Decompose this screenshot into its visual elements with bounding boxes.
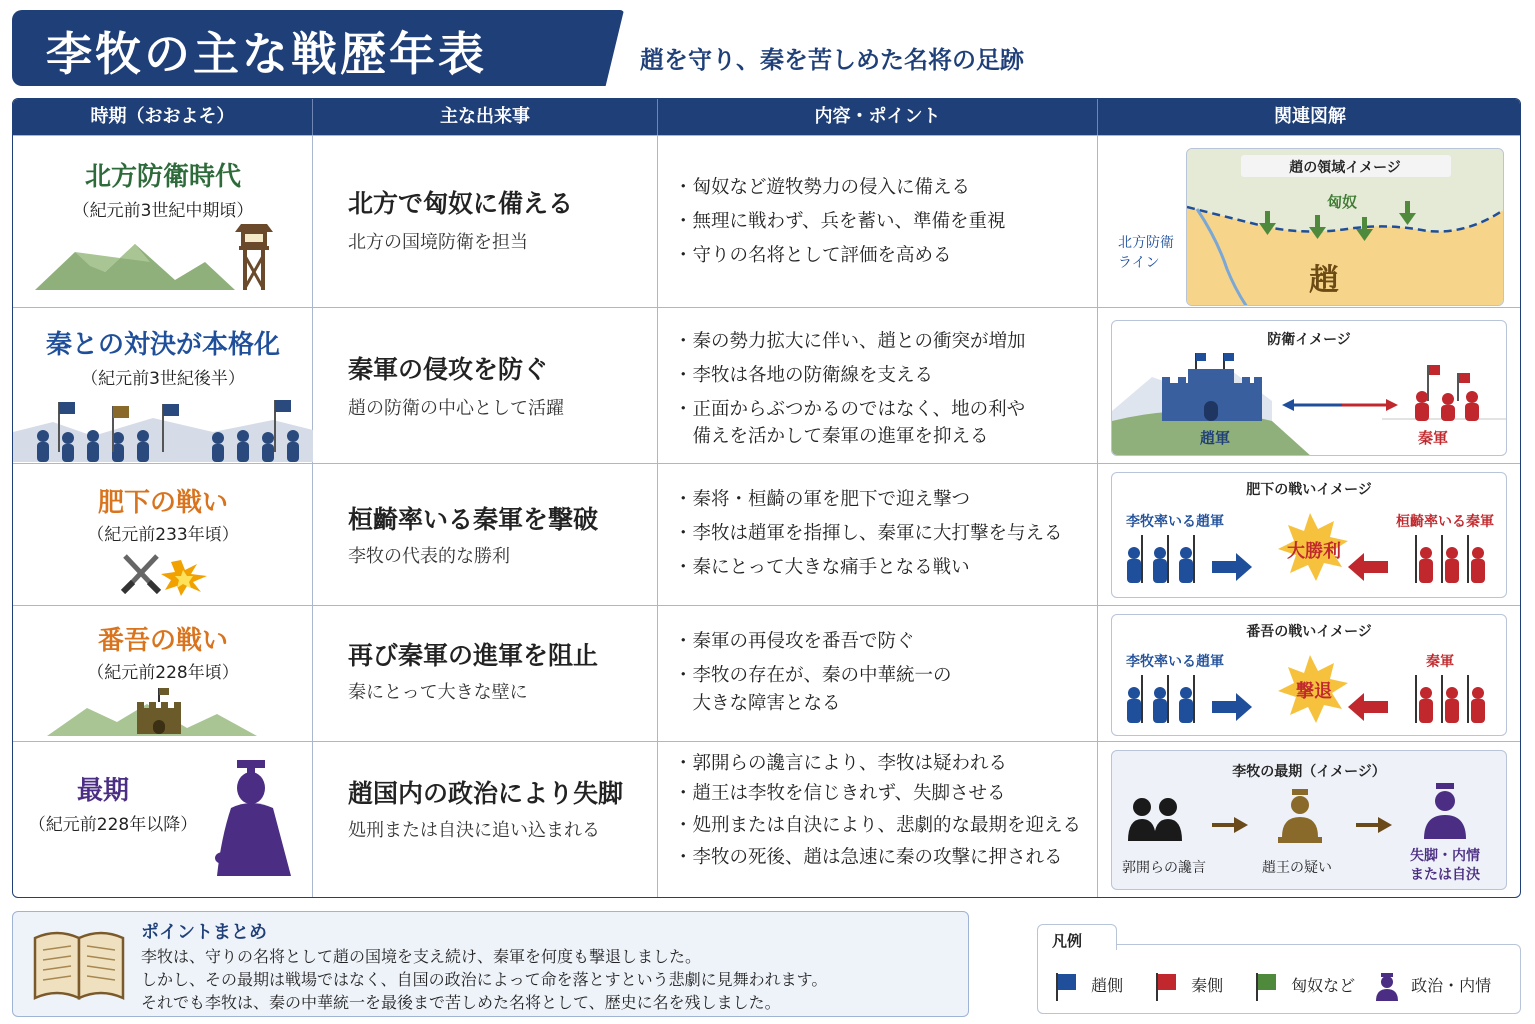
feixia-battle-diagram: [1111, 472, 1507, 598]
points-cell: [658, 606, 1098, 741]
page-subtitle: 趙を守り、秦を苦しめた名将の足跡: [640, 46, 1024, 74]
legend-item-qin: [1154, 971, 1223, 1001]
point-item: ・李牧は各地の防衛線を支える: [674, 365, 934, 386]
event-title: 北方で匈奴に備える: [348, 189, 574, 218]
point-item: ・守りの名将として評価を高める: [674, 245, 952, 266]
point-item: 大きな障害となる: [674, 693, 841, 714]
event-cell: [313, 606, 658, 741]
event-subtitle: 北方の国境防衛を担当: [348, 232, 528, 253]
zhao-army-label: 李牧率いる趙軍: [1126, 654, 1224, 670]
point-item: ・郭開らの讒言により、李牧は疑われる: [674, 753, 1008, 774]
diagram-cell: [1098, 742, 1521, 898]
era-name: 秦との対決が本格化: [45, 330, 280, 360]
diagram-title: 李牧の最期（イメージ）: [1232, 764, 1386, 780]
era-name: 番吾の戦い: [97, 626, 228, 656]
red-flag-icon: [1154, 971, 1180, 1001]
point-item: ・秦軍の再侵攻を番吾で防ぐ: [674, 631, 915, 652]
repel-label: 撃退: [1296, 681, 1332, 702]
event-title: 秦軍の侵攻を防ぐ: [348, 355, 549, 384]
event-title: 趙国内の政治により失脚: [348, 779, 624, 808]
table-header: [13, 99, 1520, 135]
legend-label: 秦側: [1191, 975, 1224, 995]
event-subtitle: 趙の防衛の中心として活躍: [348, 398, 564, 419]
defense-line-label-2: ライン: [1118, 255, 1160, 271]
crossed-swords-icon: [121, 552, 211, 596]
point-item: ・処刑または自決により、悲劇的な最期を迎える: [674, 815, 1082, 836]
open-book-icon: [31, 924, 127, 1004]
table-row: [13, 605, 1520, 741]
event-cell: [313, 136, 658, 307]
point-item: ・李牧の存在が、秦の中華統一の: [674, 665, 952, 686]
page-title: 李牧の主な戦歴年表: [46, 27, 487, 81]
event-subtitle: 秦にとって大きな壁に: [348, 682, 528, 703]
step-slander-label: 郭開らの讒言: [1122, 860, 1206, 876]
legend-label: 趙側: [1091, 975, 1124, 995]
period-cell: [13, 136, 313, 307]
point-item: ・正面からぶつかるのではなく、地の利や: [674, 399, 1026, 420]
legend-item-xiongnu: [1254, 971, 1355, 1001]
victory-label: 大勝利: [1287, 541, 1341, 562]
era-name: 北方防衛時代: [84, 162, 241, 192]
point-item: ・李牧の死後、趙は急速に秦の攻撃に押される: [674, 847, 1063, 868]
event-title: 桓齮率いる秦軍を撃破: [348, 505, 599, 534]
era-period: （紀元前233年頃）: [87, 525, 239, 545]
period-cell: [13, 742, 313, 898]
event-cell: [313, 464, 658, 605]
event-cell: [313, 742, 658, 898]
diagram-title: 番吾の戦いイメージ: [1246, 624, 1372, 640]
step-fall-label-2: または自決: [1410, 867, 1480, 883]
battle-illustration: [1112, 473, 1507, 598]
diagram-cell: [1098, 136, 1521, 307]
legend: [1037, 944, 1521, 1014]
legend-label: 匈奴など: [1291, 975, 1356, 995]
diagram-title: 防衛イメージ: [1267, 332, 1351, 348]
summary-line: それでも李牧は、秦の中華統一を最後まで苦しめた名将として、歴史に名を残しました。: [141, 993, 781, 1012]
mountain-fortress-icon: [47, 688, 277, 738]
era-name: 最期: [76, 776, 129, 806]
diagram-cell: [1098, 606, 1521, 741]
era-name: 肥下の戦い: [97, 488, 228, 518]
step-doubt-label: 趙王の疑い: [1262, 860, 1332, 876]
legend-item-zhao: [1054, 971, 1123, 1001]
period-cell: [13, 464, 313, 605]
point-item: ・秦将・桓齮の軍を肥下で迎え撃つ: [674, 489, 971, 510]
fanwu-battle-diagram: [1111, 614, 1507, 736]
zhao-region-label: 趙: [1309, 263, 1339, 298]
summary-line: しかし、その最期は戦場ではなく、自国の政治によって命を落とすという悲劇に見舞われます。: [141, 970, 828, 989]
person-icon: [1374, 971, 1400, 1001]
header-event: 主な出来事: [313, 99, 658, 135]
qin-army-label: 秦軍: [1418, 429, 1449, 447]
army-silhouette-icon: [13, 392, 313, 462]
period-cell: [13, 308, 313, 463]
diagram-title: 趙の領域イメージ: [1289, 160, 1401, 176]
point-item: ・無理に戦わず、兵を蓄い、準備を重視: [674, 211, 1006, 232]
event-cell: [313, 308, 658, 463]
point-item: 備えを活かして秦軍の進軍を抑える: [674, 426, 989, 447]
blue-flag-icon: [1054, 971, 1080, 1001]
table-row: [13, 463, 1520, 605]
era-period: （紀元前228年頃）: [87, 663, 239, 683]
header-points: 内容・ポイント: [658, 99, 1098, 135]
timeline-table: [12, 98, 1521, 898]
era-period: （紀元前3世紀後半）: [81, 369, 245, 389]
table-row: [13, 135, 1520, 307]
territory-map-diagram: [1186, 148, 1504, 306]
event-subtitle: 処刑または自決に追い込まれる: [348, 820, 600, 841]
legend-item-politics: [1374, 971, 1491, 1001]
points-cell: [658, 136, 1098, 307]
diagram-cell: [1098, 464, 1521, 605]
qin-army-label: 桓齮率いる秦軍: [1396, 514, 1494, 530]
battle-illustration: [1112, 615, 1507, 736]
era-period: （紀元前228年以降）: [28, 815, 198, 835]
zhao-army-label: 李牧率いる趙軍: [1126, 514, 1224, 530]
qin-army-label: 秦軍: [1426, 654, 1454, 670]
point-item: ・秦にとって大きな痛手となる戦い: [674, 557, 970, 578]
diagram-title: 肥下の戦いイメージ: [1246, 482, 1372, 498]
summary-line: 李牧は、守りの名将として趙の国境を支え続け、秦軍を何度も撃退しました。: [141, 947, 702, 966]
table-row: [13, 307, 1520, 463]
point-item: ・秦の勢力拡大に伴い、趙との衝突が増加: [674, 331, 1026, 352]
table-row: [13, 741, 1520, 898]
defense-diagram: [1111, 320, 1507, 456]
step-fall-label: [1402, 847, 1488, 885]
legend-title: 凡例: [1037, 924, 1117, 950]
point-item: ・李牧は趙軍を指揮し、秦軍に大打撃を与える: [674, 523, 1063, 544]
period-cell: [13, 606, 313, 741]
general-silhouette-icon: [211, 758, 301, 876]
summary-title: ポイントまとめ: [141, 922, 267, 943]
points-cell: [658, 742, 1098, 898]
green-flag-icon: [1254, 971, 1280, 1001]
diagram-cell: [1098, 308, 1521, 463]
zhao-army-label: 趙軍: [1200, 429, 1231, 447]
points-cell: [658, 464, 1098, 605]
header-period: 時期（おおよそ）: [13, 99, 313, 135]
defense-line-label: [1118, 233, 1174, 273]
event-title: 再び秦軍の進軍を阻止: [348, 641, 599, 670]
mountain-watchtower-icon: [35, 222, 295, 292]
legend-label: 政治・内情: [1411, 975, 1492, 995]
xiongnu-label: 匈奴: [1327, 193, 1358, 211]
summary-box: [12, 911, 969, 1017]
point-item: ・匈奴など遊牧勢力の侵入に備える: [674, 177, 971, 198]
point-item: ・趙王は李牧を信じきれず、失脚させる: [674, 783, 1006, 804]
event-subtitle: 李牧の代表的な勝利: [348, 546, 510, 567]
step-fall-label-1: 失脚・内情: [1410, 848, 1480, 864]
points-cell: [658, 308, 1098, 463]
final-days-diagram: [1111, 750, 1507, 890]
header-diagram: 関連図解: [1274, 106, 1346, 127]
era-period: （紀元前3世紀中期頃）: [72, 201, 254, 221]
defense-line-label-1: 北方防衛: [1118, 235, 1174, 251]
